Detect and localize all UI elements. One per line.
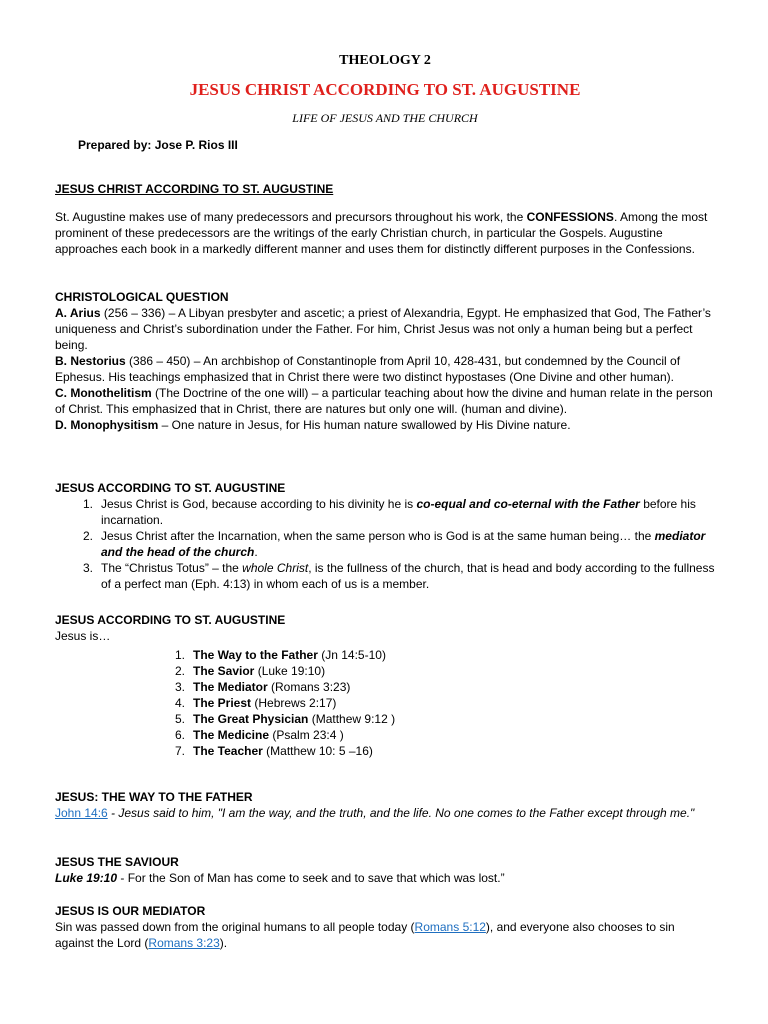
according-list-1: [55, 496, 715, 592]
list-item: 3. The “Christus Totus” – the whole Christ, is the fullness of the church, that is head and body according to the fullness of a perfect man (Eph. 4:13) in whom each of us is a member.: [82, 561, 715, 591]
list-item: 3. The Mediator (Romans 3:23): [174, 680, 351, 694]
list-item: 4. The Priest (Hebrews 2:17): [174, 696, 337, 710]
document-title: JESUS CHRIST ACCORDING TO ST. AUGUSTINE: [189, 80, 581, 99]
mediator-paragraph: Sin was passed down from the original humans to all people today (Romans 5:12), and everyone also chooses to sin against the Lord (Romans 3:23).: [55, 920, 675, 950]
romans-3-23-link[interactable]: Romans 3:23: [148, 936, 220, 950]
prepared-by: Prepared by: Jose P. Rios III: [78, 138, 238, 152]
document-subtitle: LIFE OF JESUS AND THE CHURCH: [292, 111, 478, 125]
course-title: THEOLOGY 2: [339, 53, 431, 68]
according-heading-1: JESUS ACCORDING TO ST. AUGUSTINE: [55, 481, 286, 495]
list-item: 1. Jesus Christ is God, because according to his divinity he is co-equal and co-eternal with the Father before his incarnation.: [82, 497, 696, 527]
john-14-6-link[interactable]: John 14:6: [55, 806, 108, 820]
list-item: 5. The Great Physician (Matthew 9:12 ): [174, 712, 396, 726]
list-item: 6. The Medicine (Psalm 23:4 ): [174, 728, 344, 742]
christology-item-b: B. Nestorius (386 – 450) – An archbishop of Constantinople from April 10, 428-431, but condemned by the Council of Ephesus. His teachings emphasized that in Christ there were two distinct hypostases (One Divine and other human).: [55, 354, 681, 384]
christology-list: [55, 305, 715, 433]
list-item: 2. The Savior (Luke 19:10): [174, 664, 326, 678]
list-item: 7. The Teacher (Matthew 10: 5 –16): [174, 744, 373, 758]
according-heading-2: JESUS ACCORDING TO ST. AUGUSTINE: [55, 613, 286, 627]
list-item: 1. The Way to the Father (Jn 14:5-10): [174, 648, 386, 662]
christology-item-a: A. Arius (256 – 336) – A Libyan presbyter and ascetic; a priest of Alexandria, Egypt. He emphasized that God, The Father’s uniqueness and Christ’s subordination under the Father. For him, Christ Jesus was not only a human being but a perfect being.: [55, 306, 711, 352]
way-heading: JESUS: THE WAY TO THE FATHER: [55, 790, 253, 804]
way-paragraph: John 14:6 - Jesus said to him, "I am the way, and the truth, and the life. No one comes to the Father except through me.": [55, 806, 695, 820]
saviour-heading: JESUS THE SAVIOUR: [55, 855, 179, 869]
intro-paragraph: St. Augustine makes use of many predecessors and precursors throughout his work, the CONFESSIONS. Among the most prominent of these predecessors are the writings of the early Christian church, in particular the Gospels. Augustine approaches each book in a markedly different manner and uses them for distinctly different purposes in the Confessions.: [55, 210, 708, 256]
list-item: 2. Jesus Christ after the Incarnation, when the same person who is God is at the same human being… the mediator and the head of the church.: [82, 529, 706, 559]
christology-heading: CHRISTOLOGICAL QUESTION: [55, 290, 229, 304]
according-list-2: [55, 647, 715, 759]
mediator-heading: JESUS IS OUR MEDIATOR: [55, 904, 206, 918]
intro-heading: JESUS CHRIST ACCORDING TO ST. AUGUSTINE: [55, 182, 334, 196]
according-lead: Jesus is…: [55, 629, 111, 643]
romans-5-12-link[interactable]: Romans 5:12: [414, 920, 486, 934]
christology-item-d: D. Monophysitism – One nature in Jesus, for His human nature swallowed by His Divine nature.: [55, 418, 571, 432]
christology-item-c: C. Monothelitism (The Doctrine of the one will) – a particular teaching about how the divine and human relate in the person of Christ. This emphasized that in Christ, there are natures but only one will. (human and divine).: [55, 386, 713, 416]
saviour-paragraph: Luke 19:10 - For the Son of Man has come to seek and to save that which was lost.”: [55, 871, 505, 885]
